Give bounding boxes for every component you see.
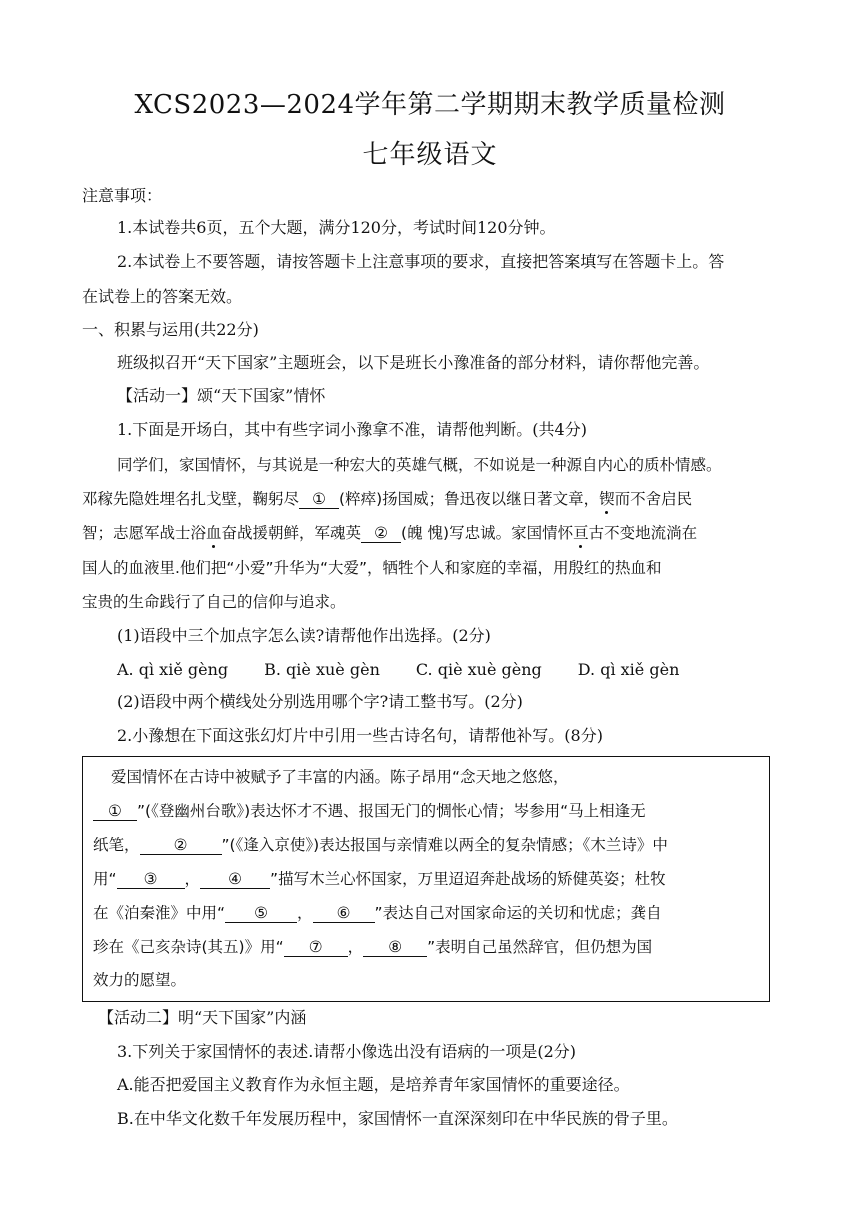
slide-blank-8: ⑧ [363, 938, 427, 957]
question-2: 2.小豫想在下面这张幻灯片中引用一些古诗名句，请帮他补写。(8分) [117, 726, 603, 745]
question-1-1: (1)语段中三个加点字怎么读?请帮他作出选择。(2分) [117, 626, 491, 645]
pinyin-choices [117, 660, 782, 680]
choice-c: C. qiè xuè gèng [415, 660, 542, 679]
answer-blank-1: ① [299, 490, 339, 509]
choice-b: B. qiè xuè gèn [264, 660, 380, 679]
slide-line-4: 用“ ③ ， ④ ”描写木兰心怀国家，万里迢迢奔赴战场的矫健英姿；杜牧 [93, 870, 666, 888]
section-intro: 班级拟召开“天下国家”主题班会，以下是班长小豫准备的部分材料，请你帮他完善。 [117, 353, 710, 372]
question-3: 3.下列关于家国情怀的表述.请帮小像选出没有语病的一项是(2分) [117, 1042, 577, 1061]
slide-blank-3: ③ [117, 870, 185, 889]
slide-blank-5: ⑤ [225, 904, 297, 923]
slide-blank-7: ⑦ [284, 938, 348, 957]
choice-d: D. qì xiě gèn [577, 660, 680, 679]
dotted-char-xue: 血 [206, 524, 222, 542]
slide-blank-6: ⑥ [313, 904, 375, 923]
notice-heading: 注意事项： [82, 186, 163, 205]
activity-two-heading: 【活动二】明“天下国家”内涵 [98, 1008, 307, 1027]
question-3-option-a: A.能否把爱国主义教育作为永恒主题，是培养青年家国情怀的重要途径。 [117, 1075, 630, 1094]
slide-blank-4: ④ [200, 870, 270, 889]
exam-title: XCS2023—2024学年第二学期期末教学质量检测 [134, 90, 726, 120]
exam-subtitle: 七年级语文 [362, 140, 498, 170]
question-1: 1.下面是开场白，其中有些字词小豫拿不准，请帮他判断。(共4分) [117, 420, 587, 439]
slide-line-2: ① ”(《登幽州台歌》)表达怀才不遇、报国无门的惆怅心情；岑参用“马上相逢无 [93, 801, 763, 821]
passage-line-4: 国人的血液里.他们把“小爱”升华为“大爱”，牺牲个人和家庭的幸福，用殷红的热血和 [82, 559, 662, 577]
passage-line-5: 宝贵的生命践行了自己的信仰与追求。 [82, 593, 346, 611]
slide-blank-1: ① [93, 802, 137, 821]
dotted-char-gen: 亘 [573, 524, 589, 542]
notice-item-1: 1.本试卷共6页，五个大题，满分120分，考试时间120分钟。 [117, 218, 556, 237]
notice-item-2: 2.本试卷上不要答题，请按答题卡上注意事项的要求，直接把答案填写在答题卡上。答 [117, 252, 725, 271]
passage-line-2: 邓稼先隐姓埋名扎戈壁，鞠躬尽 ① (粹瘁)扬国威；鲁迅夜以继日著文章，锲而不舍启民 [82, 490, 693, 508]
slide-blank-2: ② [140, 836, 222, 855]
section-heading: 一、积累与运用(共22分) [82, 320, 259, 339]
slide-line-3: 纸笔， ② ”(《逢入京使》)表达报国与亲情难以两全的复杂情感；《木兰诗》中 [93, 836, 668, 854]
notice-item-2-cont: 在试卷上的答案无效。 [82, 287, 243, 306]
question-3-option-b: B.在中华文化数千年发展历程中，家国情怀一直深深刻印在中华民族的骨子里。 [117, 1109, 678, 1128]
answer-blank-2: ② [361, 524, 401, 543]
activity-one-heading: 【活动一】颂“天下国家”情怀 [117, 386, 326, 405]
slide-line-1: 爱国情怀在古诗中被赋予了丰富的内涵。陈子昂用“念天地之悠悠， [111, 768, 569, 786]
slide-line-6: 珍在《己亥杂诗(其五)》用“ ⑦ ， ⑧ ”表明自己虽然辞官，但仍想为国 [93, 938, 653, 956]
choice-a: A. qì xiě gèng [117, 660, 229, 679]
slide-line-7: 效力的愿望。 [93, 971, 187, 989]
slide-line-5: 在《泊秦淮》中用“ ⑤ ， ⑥ ”表达自己对国家命运的关切和忧虑；龚自 [93, 904, 662, 922]
slide-box [82, 756, 770, 1002]
dotted-char-qie: 锲 [599, 490, 615, 508]
passage-line-1: 同学们，家国情怀，与其说是一种宏大的英雄气概，不如说是一种源自内心的质朴情感。 [117, 456, 722, 474]
passage-line-3: 智；志愿军战士浴血奋战援朝鲜，军魂英 ② (魄 愧)写忠诚。家国情怀亘古不变地流淌在 [82, 524, 698, 542]
question-1-2: (2)语段中两个横线处分别选用哪个字?请工整书写。(2分) [117, 692, 523, 711]
